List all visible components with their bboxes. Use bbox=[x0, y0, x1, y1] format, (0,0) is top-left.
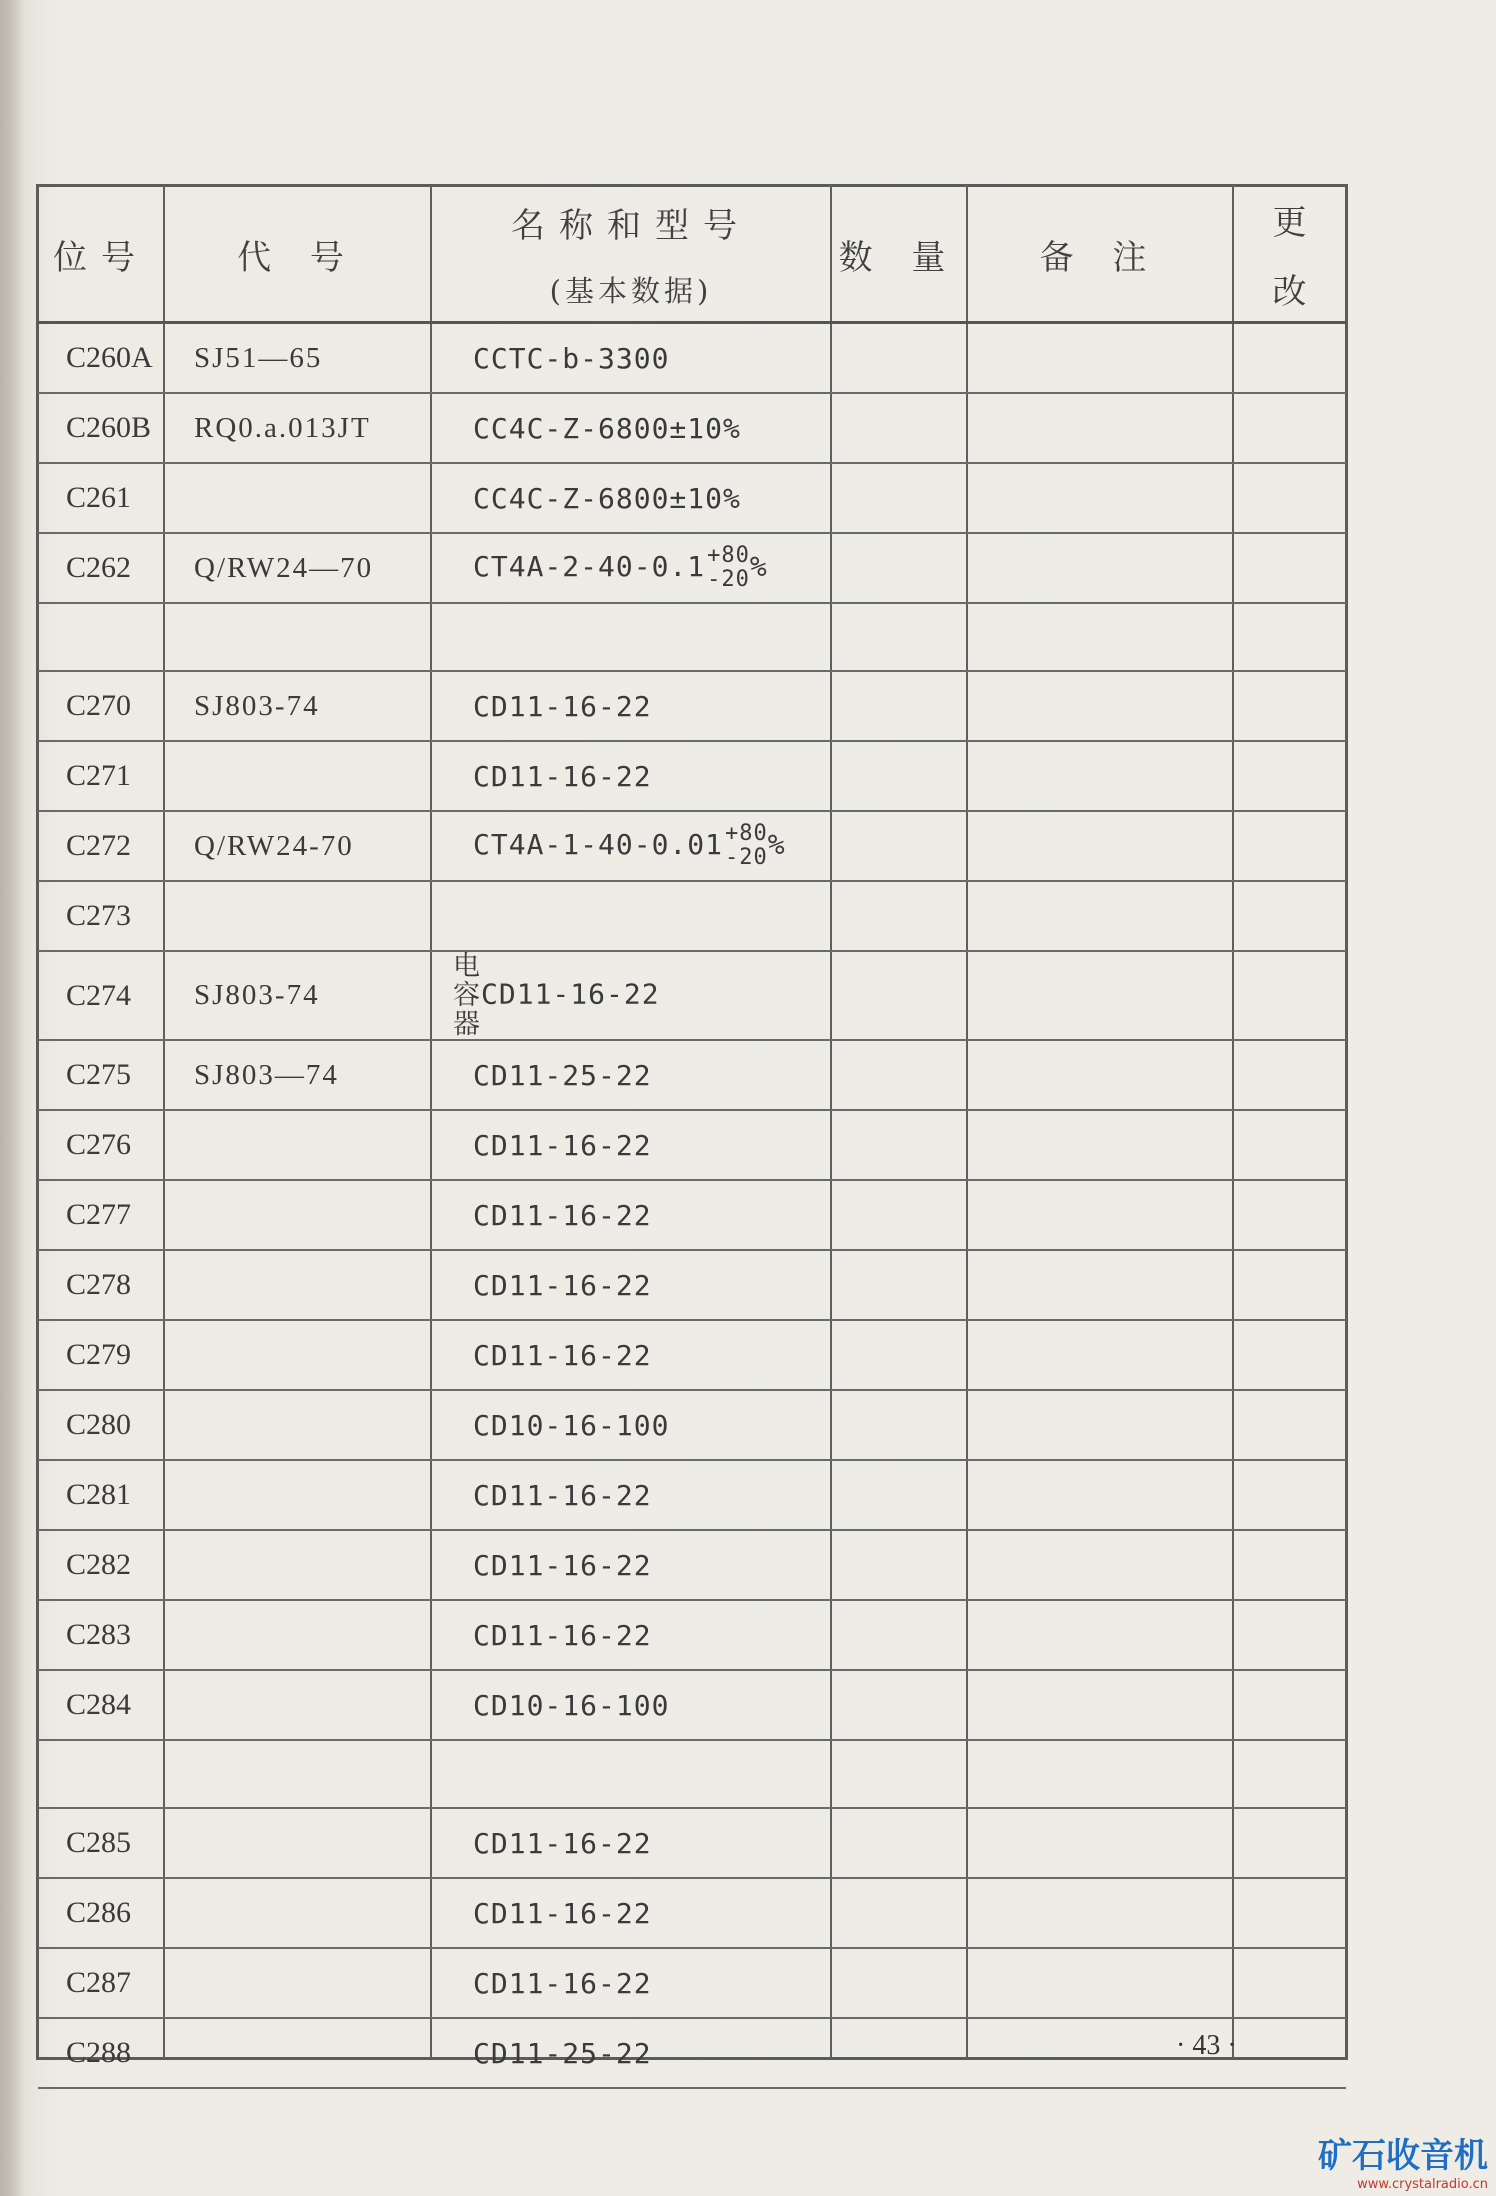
code-cell: Q/RW24—70 bbox=[164, 533, 431, 603]
model-text: CD11-16-22 bbox=[473, 1896, 652, 1930]
table-row bbox=[38, 1530, 1346, 1600]
position-cell: C279 bbox=[38, 1320, 164, 1390]
quantity-cell bbox=[831, 1390, 967, 1460]
code-cell bbox=[164, 1808, 431, 1878]
empty-cell bbox=[38, 603, 164, 671]
model-text: CCTC-b-3300 bbox=[473, 341, 670, 375]
position-cell: C275 bbox=[38, 1040, 164, 1110]
position-cell: C261 bbox=[38, 463, 164, 533]
tolerance bbox=[707, 544, 750, 592]
table-row bbox=[38, 671, 1346, 741]
watermark-title: 矿石收音机 bbox=[1318, 2136, 1488, 2176]
quantity-cell bbox=[831, 1878, 967, 1948]
model-text: CC4C-Z-6800±10% bbox=[473, 411, 741, 445]
tolerance-upper: +80 bbox=[707, 543, 750, 568]
position-cell: C283 bbox=[38, 1600, 164, 1670]
model-text: CD11-16-22 bbox=[473, 1268, 652, 1302]
code-cell bbox=[164, 1250, 431, 1320]
change-cell bbox=[1233, 741, 1346, 811]
change-cell bbox=[1233, 463, 1346, 533]
position-cell: C274 bbox=[38, 951, 164, 1040]
code-cell bbox=[164, 1110, 431, 1180]
model-cell bbox=[431, 463, 831, 533]
model-text: CD11-16-22 bbox=[473, 1198, 652, 1232]
remarks-cell bbox=[967, 1460, 1233, 1530]
page-gutter-shadow bbox=[0, 0, 26, 2196]
change-cell bbox=[1233, 1040, 1346, 1110]
change-cell bbox=[1233, 533, 1346, 603]
header-remarks: 备 注 bbox=[967, 187, 1233, 323]
quantity-cell bbox=[831, 1808, 967, 1878]
model-text: CD11-25-22 bbox=[473, 1058, 652, 1092]
header-name-model: 名称和型号 (基本数据) bbox=[431, 187, 831, 323]
page-number: · 43 · bbox=[1176, 2030, 1237, 2061]
model-cell bbox=[431, 1948, 831, 2018]
model-text: CD11-16-22 bbox=[473, 1128, 652, 1162]
blank-row bbox=[38, 603, 1346, 671]
table-row bbox=[38, 323, 1346, 394]
model-text: CD11-25-22 bbox=[473, 2036, 652, 2070]
change-cell bbox=[1233, 393, 1346, 463]
model-text: CD11-16-22 bbox=[473, 1966, 652, 2000]
remarks-cell bbox=[967, 1180, 1233, 1250]
change-cell bbox=[1233, 1110, 1346, 1180]
remarks-cell bbox=[967, 881, 1233, 951]
change-cell bbox=[1233, 1460, 1346, 1530]
position-cell: C281 bbox=[38, 1460, 164, 1530]
model-cell bbox=[431, 393, 831, 463]
code-cell: SJ803—74 bbox=[164, 1040, 431, 1110]
remarks-cell bbox=[967, 533, 1233, 603]
position-cell: C285 bbox=[38, 1808, 164, 1878]
table-row bbox=[38, 1670, 1346, 1740]
change-cell bbox=[1233, 1530, 1346, 1600]
quantity-cell bbox=[831, 1320, 967, 1390]
remarks-cell bbox=[967, 1040, 1233, 1110]
code-cell: RQ0.a.013JT bbox=[164, 393, 431, 463]
quantity-cell bbox=[831, 1948, 967, 2018]
empty-cell bbox=[38, 1740, 164, 1808]
model-text: CD10-16-100 bbox=[473, 1688, 670, 1722]
table-row bbox=[38, 741, 1346, 811]
change-cell bbox=[1233, 1808, 1346, 1878]
position-cell: C271 bbox=[38, 741, 164, 811]
remarks-cell bbox=[967, 323, 1233, 394]
remarks-cell bbox=[967, 811, 1233, 881]
remarks-cell bbox=[967, 1390, 1233, 1460]
table-row bbox=[38, 1250, 1346, 1320]
remarks-cell bbox=[967, 741, 1233, 811]
model-cell bbox=[431, 671, 831, 741]
model-cell bbox=[431, 1180, 831, 1250]
code-cell bbox=[164, 1460, 431, 1530]
remarks-cell bbox=[967, 1878, 1233, 1948]
remarks-cell bbox=[967, 1530, 1233, 1600]
remarks-cell bbox=[967, 463, 1233, 533]
change-cell bbox=[1233, 1670, 1346, 1740]
model-cell bbox=[431, 1250, 831, 1320]
quantity-cell bbox=[831, 951, 967, 1040]
quantity-cell bbox=[831, 1250, 967, 1320]
remarks-cell bbox=[967, 951, 1233, 1040]
position-cell: C284 bbox=[38, 1670, 164, 1740]
model-cell bbox=[431, 1390, 831, 1460]
model-text: CD11-16-22 bbox=[473, 1478, 652, 1512]
position-cell: C288 bbox=[38, 2018, 164, 2088]
code-cell bbox=[164, 1320, 431, 1390]
model-text: CD11-16-22 bbox=[473, 1618, 652, 1652]
table-row bbox=[38, 393, 1346, 463]
position-cell: C276 bbox=[38, 1110, 164, 1180]
empty-cell bbox=[1233, 1740, 1346, 1808]
empty-cell bbox=[164, 603, 431, 671]
model-cell bbox=[431, 323, 831, 394]
code-cell: SJ51—65 bbox=[164, 323, 431, 394]
header-quantity: 数 量 bbox=[831, 187, 967, 323]
change-cell bbox=[1233, 1250, 1346, 1320]
position-cell: C262 bbox=[38, 533, 164, 603]
watermark-url: www.crystalradio.cn bbox=[1357, 2177, 1488, 2192]
remarks-cell bbox=[967, 1600, 1233, 1670]
change-cell bbox=[1233, 1878, 1346, 1948]
change-cell bbox=[1233, 323, 1346, 394]
quantity-cell bbox=[831, 811, 967, 881]
code-cell: Q/RW24-70 bbox=[164, 811, 431, 881]
remarks-cell bbox=[967, 1250, 1233, 1320]
model-text: CD10-16-100 bbox=[473, 1408, 670, 1442]
change-cell bbox=[1233, 1320, 1346, 1390]
position-cell: C280 bbox=[38, 1390, 164, 1460]
table-header-row bbox=[38, 187, 1346, 323]
table-row bbox=[38, 881, 1346, 951]
code-cell bbox=[164, 741, 431, 811]
model-text: CD11-16-22 bbox=[473, 759, 652, 793]
table-row bbox=[38, 1878, 1346, 1948]
model-cell bbox=[431, 533, 831, 603]
empty-cell bbox=[1233, 603, 1346, 671]
position-cell: C260A bbox=[38, 323, 164, 394]
tolerance-upper: +80 bbox=[725, 821, 768, 846]
remarks-cell bbox=[967, 1808, 1233, 1878]
code-cell bbox=[164, 1600, 431, 1670]
model-cell bbox=[431, 1808, 831, 1878]
model-cell bbox=[431, 1460, 831, 1530]
model-cell bbox=[431, 1320, 831, 1390]
table-row bbox=[38, 1110, 1346, 1180]
code-cell bbox=[164, 1180, 431, 1250]
model-text: CD11-16-22 bbox=[481, 977, 660, 1011]
model-cell bbox=[431, 741, 831, 811]
table-row bbox=[38, 1460, 1346, 1530]
quantity-cell bbox=[831, 1460, 967, 1530]
tolerance-lower: -20 bbox=[707, 567, 750, 592]
quantity-cell bbox=[831, 1040, 967, 1110]
quantity-cell bbox=[831, 881, 967, 951]
code-cell bbox=[164, 1948, 431, 2018]
table-row bbox=[38, 811, 1346, 881]
table-row bbox=[38, 533, 1346, 603]
table-row bbox=[38, 1180, 1346, 1250]
model-cell bbox=[431, 1878, 831, 1948]
change-cell bbox=[1233, 1180, 1346, 1250]
parts-table bbox=[38, 187, 1346, 2089]
model-cell bbox=[431, 951, 831, 1040]
blank-row bbox=[38, 1740, 1346, 1808]
code-cell bbox=[164, 881, 431, 951]
quantity-cell bbox=[831, 2018, 967, 2088]
tolerance-unit: % bbox=[767, 828, 786, 861]
table-row bbox=[38, 2018, 1346, 2088]
model-cell bbox=[431, 811, 831, 881]
table-row bbox=[38, 1390, 1346, 1460]
model-text: CT4A-1-40-0.01 bbox=[473, 828, 724, 861]
position-cell: C260B bbox=[38, 393, 164, 463]
empty-cell bbox=[967, 603, 1233, 671]
quantity-cell bbox=[831, 671, 967, 741]
code-cell bbox=[164, 1530, 431, 1600]
model-cell bbox=[431, 1530, 831, 1600]
position-cell: C277 bbox=[38, 1180, 164, 1250]
inline-note: 电容器 bbox=[453, 951, 481, 1040]
model-cell bbox=[431, 1110, 831, 1180]
remarks-cell bbox=[967, 1110, 1233, 1180]
change-cell bbox=[1233, 811, 1346, 881]
tolerance-lower: -20 bbox=[725, 845, 768, 870]
remarks-cell bbox=[967, 1948, 1233, 2018]
model-text: CD11-16-22 bbox=[473, 1826, 652, 1860]
change-cell bbox=[1233, 2018, 1346, 2088]
model-text: CT4A-2-40-0.1 bbox=[473, 550, 706, 583]
position-cell: C282 bbox=[38, 1530, 164, 1600]
position-cell: C272 bbox=[38, 811, 164, 881]
code-cell: SJ803-74 bbox=[164, 951, 431, 1040]
change-cell bbox=[1233, 671, 1346, 741]
change-cell bbox=[1233, 1390, 1346, 1460]
model-cell bbox=[431, 2018, 831, 2088]
quantity-cell bbox=[831, 463, 967, 533]
table-row bbox=[38, 1040, 1346, 1110]
empty-cell bbox=[431, 1740, 831, 1808]
remarks-cell bbox=[967, 671, 1233, 741]
header-code: 代 号 bbox=[164, 187, 431, 323]
quantity-cell bbox=[831, 741, 967, 811]
empty-cell bbox=[431, 603, 831, 671]
code-cell: SJ803-74 bbox=[164, 671, 431, 741]
site-watermark bbox=[1298, 2128, 1488, 2192]
header-change: 更 改 bbox=[1233, 187, 1346, 323]
model-text: CD11-16-22 bbox=[473, 1548, 652, 1582]
quantity-cell bbox=[831, 1110, 967, 1180]
model-text: CD11-16-22 bbox=[473, 1338, 652, 1372]
model-cell bbox=[431, 1670, 831, 1740]
change-cell bbox=[1233, 951, 1346, 1040]
empty-cell bbox=[967, 1740, 1233, 1808]
table-row bbox=[38, 1808, 1346, 1878]
code-cell bbox=[164, 1878, 431, 1948]
remarks-cell bbox=[967, 393, 1233, 463]
model-cell bbox=[431, 1600, 831, 1670]
quantity-cell bbox=[831, 1530, 967, 1600]
table-row bbox=[38, 951, 1346, 1040]
model-text: CD11-16-22 bbox=[473, 689, 652, 723]
empty-cell bbox=[831, 1740, 967, 1808]
quantity-cell bbox=[831, 1600, 967, 1670]
change-cell bbox=[1233, 1948, 1346, 2018]
position-cell: C286 bbox=[38, 1878, 164, 1948]
remarks-cell bbox=[967, 1320, 1233, 1390]
model-cell bbox=[431, 881, 831, 951]
model-cell bbox=[431, 1040, 831, 1110]
quantity-cell bbox=[831, 533, 967, 603]
change-cell bbox=[1233, 1600, 1346, 1670]
empty-cell bbox=[831, 603, 967, 671]
position-cell: C287 bbox=[38, 1948, 164, 2018]
table-row bbox=[38, 463, 1346, 533]
code-cell bbox=[164, 463, 431, 533]
header-position: 位号 bbox=[38, 187, 164, 323]
code-cell bbox=[164, 2018, 431, 2088]
table-row bbox=[38, 1320, 1346, 1390]
tolerance bbox=[725, 822, 768, 870]
change-cell bbox=[1233, 881, 1346, 951]
quantity-cell bbox=[831, 393, 967, 463]
model-text: CC4C-Z-6800±10% bbox=[473, 481, 741, 515]
position-cell: C270 bbox=[38, 671, 164, 741]
position-cell: C273 bbox=[38, 881, 164, 951]
table-row bbox=[38, 1600, 1346, 1670]
quantity-cell bbox=[831, 1180, 967, 1250]
empty-cell bbox=[164, 1740, 431, 1808]
quantity-cell bbox=[831, 323, 967, 394]
position-cell: C278 bbox=[38, 1250, 164, 1320]
remarks-cell bbox=[967, 1670, 1233, 1740]
code-cell bbox=[164, 1670, 431, 1740]
table-row bbox=[38, 1948, 1346, 2018]
tolerance-unit: % bbox=[749, 550, 768, 583]
quantity-cell bbox=[831, 1670, 967, 1740]
code-cell bbox=[164, 1390, 431, 1460]
